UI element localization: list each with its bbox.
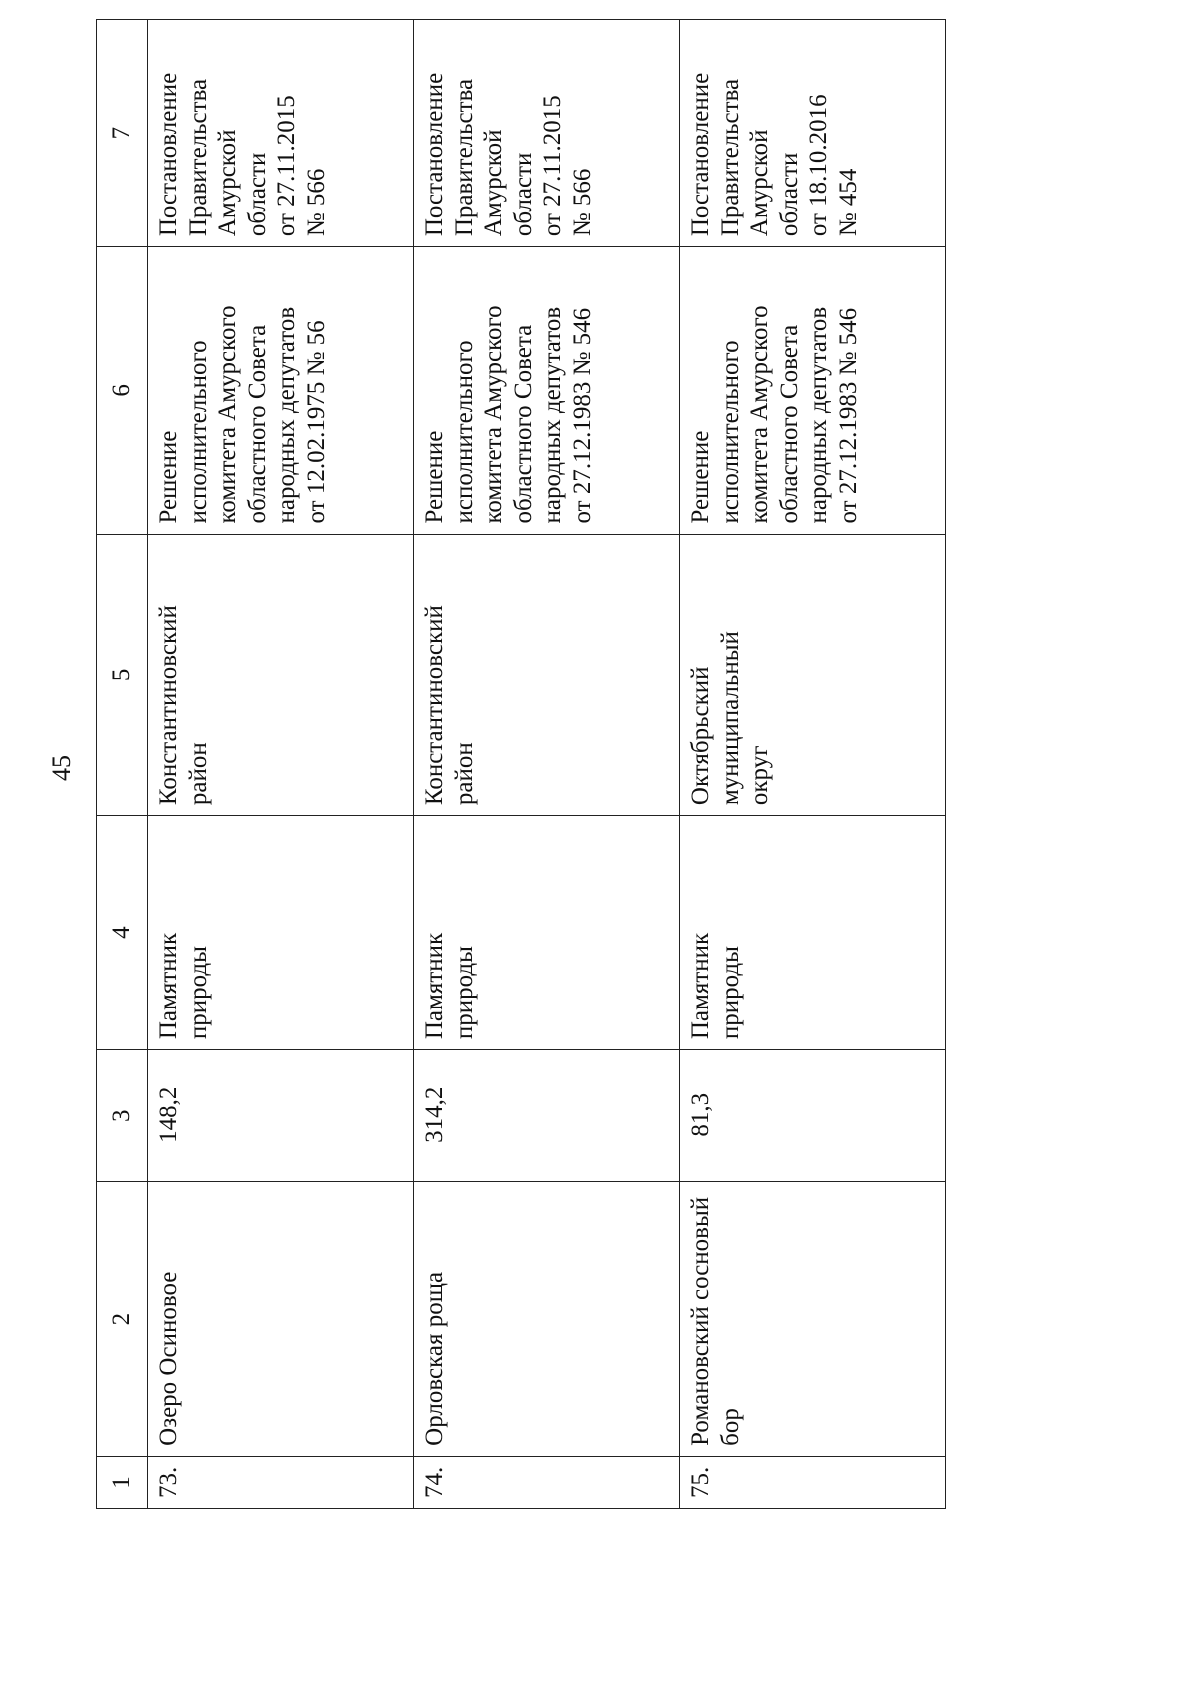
cell-line: областного Совета: [775, 324, 803, 524]
category-cell: [148, 816, 414, 1050]
cell-line: Октябрьский: [687, 666, 714, 806]
cell-line: области: [775, 152, 803, 237]
table-row: [148, 20, 414, 1509]
cell-line: Решение: [421, 430, 448, 524]
cell-line: Памятник: [687, 932, 714, 1040]
cell-line: комитета Амурского: [746, 305, 773, 524]
cell-line: Правительства: [184, 78, 212, 237]
cell-line: Постановление: [687, 72, 714, 237]
decision-cell: [680, 247, 946, 534]
resolution-cell: [414, 20, 680, 247]
district-cell: [680, 534, 946, 816]
cell-line: Памятник: [155, 932, 182, 1040]
decision-cell: [148, 247, 414, 534]
row-number-cell: 73.: [148, 1456, 414, 1508]
cell-line: район: [184, 742, 212, 806]
cell-line: от 27.11.2015: [273, 95, 300, 237]
page-number: 45: [47, 755, 76, 781]
cell-line: от 12.02.1975 № 56: [302, 320, 330, 524]
cell-line: № 566: [568, 168, 596, 237]
cell-line: от 27.12.1983 № 546: [568, 307, 596, 524]
cell-line: комитета Амурского: [480, 305, 507, 524]
column-header: 1: [97, 1456, 148, 1508]
cell-line: исполнительного: [716, 340, 744, 524]
cell-line: Константиновский: [421, 605, 448, 806]
table-header-row: [97, 20, 148, 1509]
row-number-cell: 74.: [414, 1456, 680, 1508]
protected-areas-table-wrapper: [96, 19, 916, 1509]
cell-line: от 27.11.2015: [539, 95, 566, 237]
table-row: [414, 20, 680, 1509]
cell-line: природы: [184, 946, 212, 1040]
district-cell: [414, 534, 680, 816]
protected-areas-table: [96, 19, 946, 1509]
resolution-cell: [148, 20, 414, 247]
cell-line: народных депутатов: [539, 306, 566, 524]
column-header: 4: [97, 816, 148, 1050]
cell-line: Постановление: [155, 72, 182, 237]
column-header: 2: [97, 1182, 148, 1457]
name-cell: Озеро Осиновое: [148, 1182, 414, 1457]
cell-line: муниципальный: [716, 631, 744, 806]
cell-line: Амурской: [746, 129, 773, 237]
name-cell: Орловская роща: [414, 1182, 680, 1457]
column-header: 3: [97, 1050, 148, 1182]
cell-line: от 27.12.1983 № 546: [834, 307, 862, 524]
cell-line: народных депутатов: [805, 306, 832, 524]
cell-line: № 454: [834, 168, 862, 237]
area-cell: 148,2: [148, 1050, 414, 1182]
cell-line: от 18.10.2016: [805, 94, 832, 237]
cell-line: Амурской: [214, 129, 241, 237]
cell-line: области: [509, 152, 537, 237]
cell-line: № 566: [302, 168, 330, 237]
district-cell: [148, 534, 414, 816]
cell-line: природы: [450, 946, 478, 1040]
cell-line: округ: [746, 745, 773, 806]
cell-line: Правительства: [716, 78, 744, 237]
area-cell: 314,2: [414, 1050, 680, 1182]
column-header: 5: [97, 534, 148, 816]
decision-cell: [414, 247, 680, 534]
category-cell: [680, 816, 946, 1050]
column-header: 6: [97, 247, 148, 534]
name-cell: Романовский сосновый бор: [680, 1182, 946, 1457]
cell-line: Решение: [155, 430, 182, 524]
row-number-cell: 75.: [680, 1456, 946, 1508]
area-cell: 81,3: [680, 1050, 946, 1182]
cell-line: природы: [716, 946, 744, 1040]
cell-line: комитета Амурского: [214, 305, 241, 524]
cell-line: исполнительного: [184, 340, 212, 524]
cell-line: Константиновский: [155, 605, 182, 806]
cell-line: Решение: [687, 430, 714, 524]
cell-line: области: [243, 152, 271, 237]
cell-line: областного Совета: [243, 324, 271, 524]
cell-line: Амурской: [480, 129, 507, 237]
cell-line: областного Совета: [509, 324, 537, 524]
column-header: 7: [97, 20, 148, 247]
cell-line: народных депутатов: [273, 306, 300, 524]
cell-line: Правительства: [450, 78, 478, 237]
cell-line: исполнительного: [450, 340, 478, 524]
table-row: [680, 20, 946, 1509]
cell-line: район: [450, 742, 478, 806]
resolution-cell: [680, 20, 946, 247]
category-cell: [414, 816, 680, 1050]
cell-line: Постановление: [421, 72, 448, 237]
cell-line: Памятник: [421, 932, 448, 1040]
